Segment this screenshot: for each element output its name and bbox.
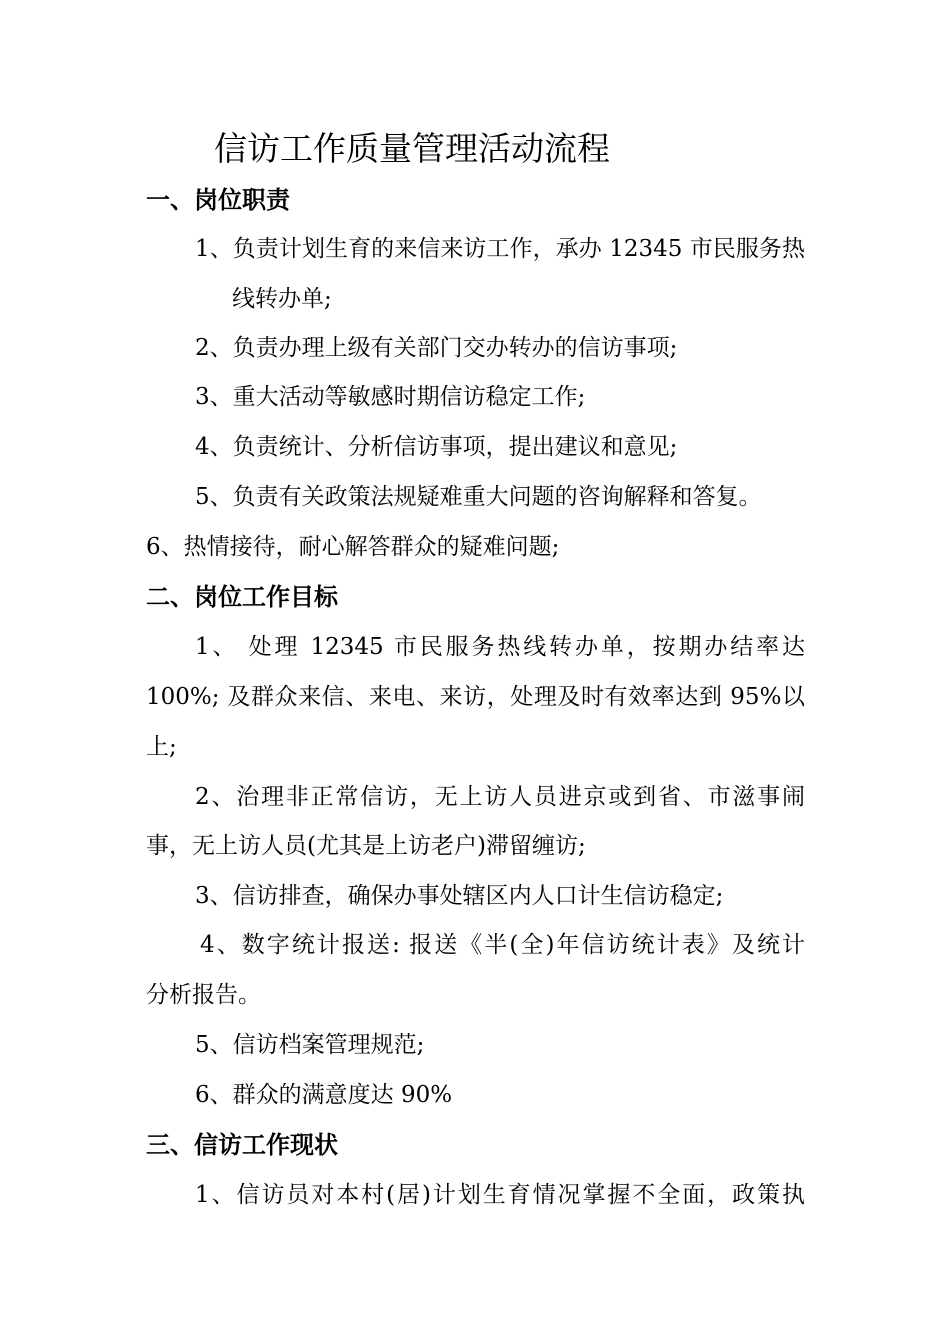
paragraph-line: 分析报告。: [146, 982, 261, 1008]
section-heading-status: 三、信访工作现状: [146, 1131, 338, 1159]
paragraph-line: 2、治理非正常信访，无上访人员进京或到省、市滋事闹: [195, 784, 805, 810]
paragraph-line: 6、热情接待，耐心解答群众的疑难问题;: [146, 534, 560, 560]
section-heading-goals: 二、岗位工作目标: [146, 583, 338, 611]
paragraph-line: 6、群众的满意度达 90%: [195, 1082, 453, 1108]
paragraph-line: 1、负责计划生育的来信来访工作，承办 12345 市民服务热: [195, 236, 805, 262]
paragraph-line: 上;: [146, 734, 177, 760]
paragraph-line: 3、重大活动等敏感时期信访稳定工作;: [195, 384, 586, 410]
paragraph-line: 线转办单;: [232, 286, 332, 312]
paragraph-line: 1、 处理 12345 市民服务热线转办单，按期办结率达: [195, 634, 805, 660]
paragraph-line: 100%; 及群众来信、来电、来访，处理及时有效率达到 95%以: [146, 684, 805, 710]
paragraph-line: 2、负责办理上级有关部门交办转办的信访事项;: [195, 335, 678, 361]
paragraph-line: 5、信访档案管理规范;: [195, 1032, 425, 1058]
paragraph-line: 4、负责统计、分析信访事项，提出建议和意见;: [195, 434, 678, 460]
paragraph-line: 5、负责有关政策法规疑难重大问题的咨询解释和答复。: [195, 484, 762, 510]
section-heading-duties: 一、岗位职责: [146, 186, 290, 214]
paragraph-line: 1、信访员对本村(居)计划生育情况掌握不全面，政策执: [195, 1182, 805, 1208]
paragraph-line: 4、数字统计报送: 报送《半(全)年信访统计表》及统计: [200, 932, 805, 958]
paragraph-line: 事，无上访人员(尤其是上访老户)滞留缠访;: [146, 833, 586, 859]
paragraph-line: 3、信访排查，确保办事处辖区内人口计生信访稳定;: [195, 883, 724, 909]
document-title: 信访工作质量管理活动流程: [214, 129, 610, 168]
